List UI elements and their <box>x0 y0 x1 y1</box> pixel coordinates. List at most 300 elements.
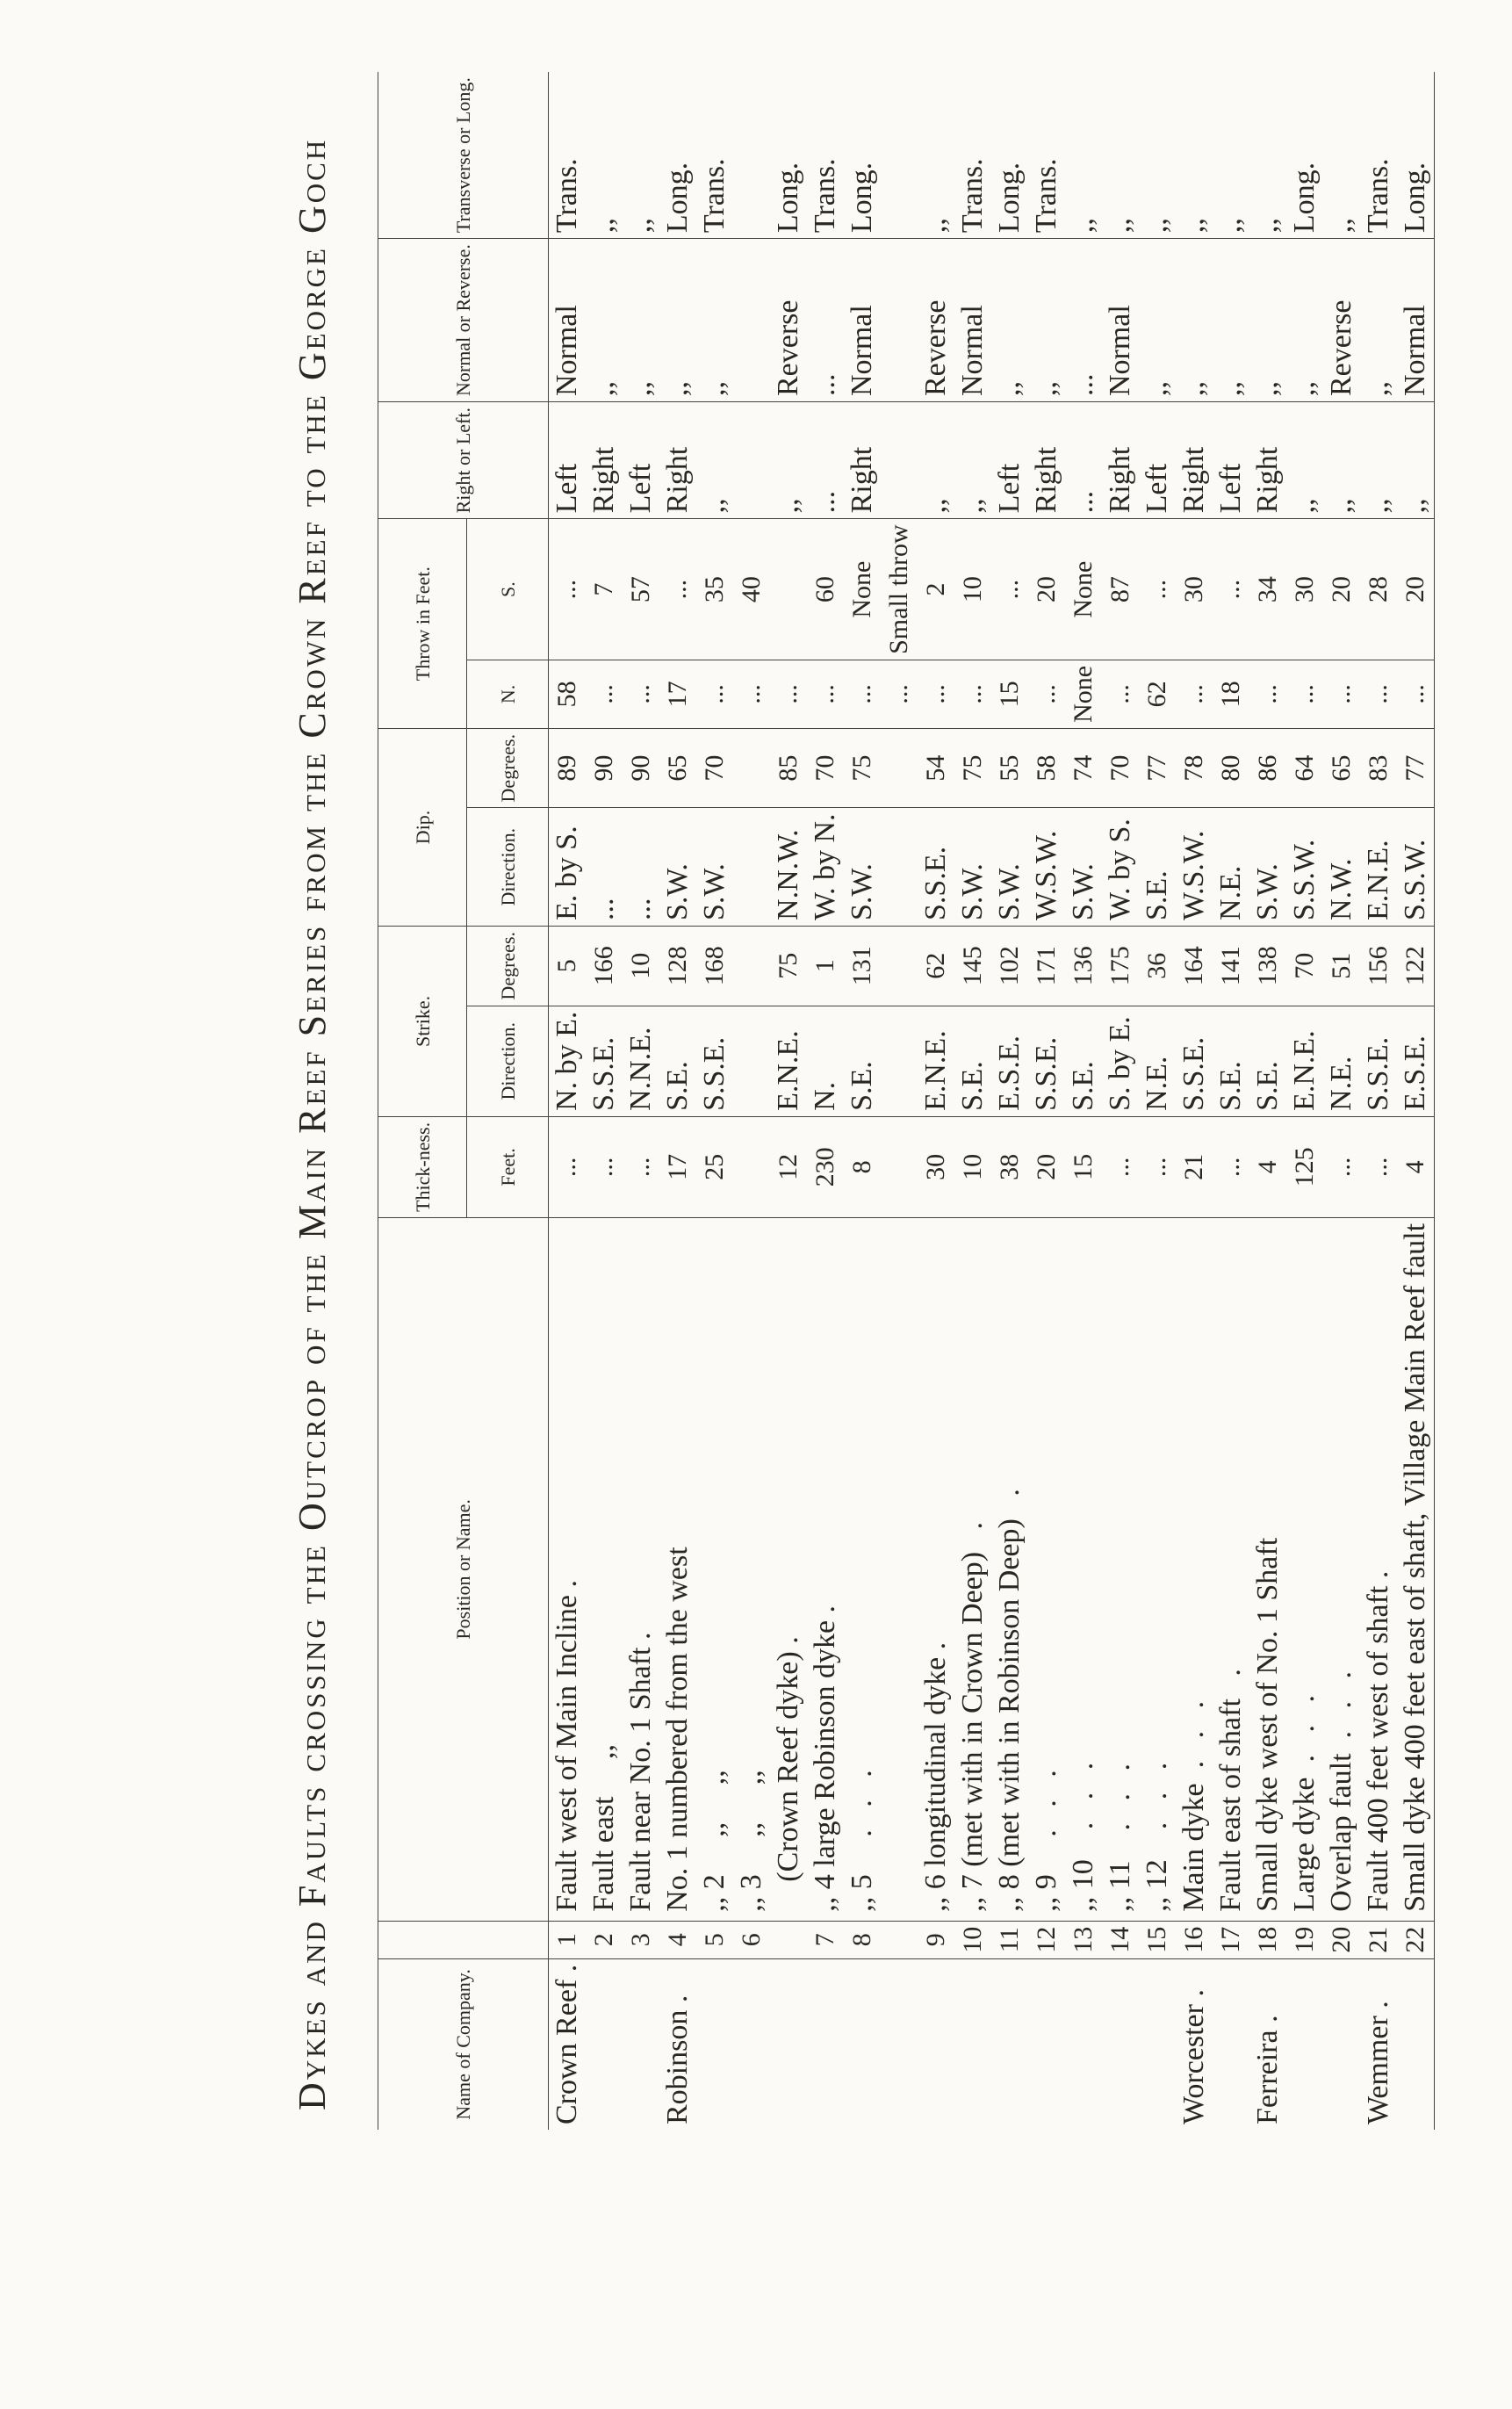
thickness-feet: ... <box>1213 1116 1249 1217</box>
position-name: Overlap fault . . . <box>1323 1217 1360 1921</box>
dip-direction <box>733 808 770 927</box>
dip-degrees: 55 <box>991 728 1028 808</box>
throw-s: 30 <box>1286 519 1323 660</box>
thickness-feet: 4 <box>1249 1116 1286 1217</box>
dip-degrees: 77 <box>1139 728 1176 808</box>
strike-degrees: 128 <box>659 926 696 1006</box>
transverse-or-long: Trans. <box>809 158 841 234</box>
header-throw-s: S. <box>467 519 549 660</box>
row-number: 6 <box>733 1921 770 1958</box>
throw-s: None <box>844 519 881 660</box>
header-strike-degrees: Degrees. <box>467 926 549 1006</box>
dip-degrees: 70 <box>807 728 844 808</box>
position-name: ,, 9 . . . <box>1028 1217 1065 1921</box>
company <box>954 1958 991 2130</box>
company <box>696 1958 733 2130</box>
dip-direction: N.W. <box>1323 808 1360 927</box>
right-or-left: ,, <box>1397 402 1435 519</box>
normal-or-reverse: Normal <box>1397 239 1435 402</box>
strike-direction: N.E. <box>1323 1006 1360 1116</box>
strike-degrees: 171 <box>1028 926 1065 1006</box>
normal-or-reverse: ... <box>807 239 844 402</box>
throw-s: 87 <box>1102 519 1139 660</box>
throw-s: 10 <box>954 519 991 660</box>
dip-direction: S.S.W. <box>1397 808 1435 927</box>
strike-degrees: 166 <box>586 926 623 1006</box>
throw-s: 60 <box>807 519 844 660</box>
thickness-feet: ... <box>586 1116 623 1217</box>
right-or-left: Right <box>1249 402 1286 519</box>
row-number <box>881 1921 918 1958</box>
normal-or-reverse: ,, <box>623 239 659 402</box>
right-or-left: ... <box>807 402 844 519</box>
thickness-feet: 21 <box>1176 1116 1213 1217</box>
throw-s: 20 <box>1397 519 1435 660</box>
dip-degrees: 65 <box>1323 728 1360 808</box>
dip-direction: S.W. <box>844 808 881 927</box>
right-or-left: Left <box>991 402 1028 519</box>
position-name: Fault east of shaft . <box>1213 1217 1249 1921</box>
throw-s: ... <box>659 519 696 660</box>
normal-or-reverse: ,, <box>696 239 733 402</box>
throw-n: ... <box>1286 660 1323 728</box>
row-number: 17 <box>1213 1921 1249 1958</box>
dip-degrees: 78 <box>1176 728 1213 808</box>
right-or-left: Right <box>1102 402 1139 519</box>
row-number: 14 <box>1102 1921 1139 1958</box>
table-row <box>733 72 770 2130</box>
transverse-or-long: ,, <box>587 218 620 234</box>
thickness-feet: ... <box>1360 1116 1397 1217</box>
dip-degrees <box>881 728 918 808</box>
position-name: ,, 4 large Robinson dyke . <box>807 1217 844 1921</box>
normal-or-reverse: ,, <box>991 239 1028 402</box>
right-or-left: ,, <box>696 402 733 519</box>
row-number: 2 <box>586 1921 623 1958</box>
transverse-or-long: ,, <box>1104 218 1136 234</box>
thickness-feet: 125 <box>1286 1116 1323 1217</box>
strike-direction: E.N.E. <box>918 1006 954 1116</box>
strike-direction <box>733 1006 770 1116</box>
company <box>1286 1958 1323 2130</box>
strike-direction: E.N.E. <box>770 1006 807 1116</box>
throw-n: ... <box>1397 660 1435 728</box>
normal-or-reverse <box>733 239 770 402</box>
dip-degrees: 70 <box>1102 728 1139 808</box>
company <box>844 1958 881 2130</box>
right-or-left: Left <box>1213 402 1249 519</box>
dip-degrees: 85 <box>770 728 807 808</box>
table-row <box>1323 72 1360 2130</box>
position-name: ,, 3 ,, ,, <box>733 1217 770 1921</box>
dip-degrees: 86 <box>1249 728 1286 808</box>
strike-degrees: 131 <box>844 926 881 1006</box>
position-name: Fault near No. 1 Shaft . <box>623 1217 659 1921</box>
dip-direction: ... <box>586 808 623 927</box>
right-or-left: ... <box>1065 402 1102 519</box>
right-or-left: ,, <box>1286 402 1323 519</box>
dip-direction: W. by N. <box>807 808 844 927</box>
position-name: (Crown Reef dyke) . <box>770 1217 807 1921</box>
row-number: 18 <box>1249 1921 1286 1958</box>
normal-or-reverse: ,, <box>1213 239 1249 402</box>
strike-direction: S.S.E. <box>1176 1006 1213 1116</box>
position-name: Fault east ,, <box>586 1217 623 1921</box>
throw-s: 30 <box>1176 519 1213 660</box>
company: Worcester . <box>1176 1958 1213 2130</box>
normal-or-reverse: Normal <box>954 239 991 402</box>
throw-s <box>770 519 807 660</box>
row-number: 19 <box>1286 1921 1323 1958</box>
throw-n: ... <box>623 660 659 728</box>
dip-direction: ... <box>623 808 659 927</box>
transverse-or-long: Trans. <box>1030 158 1062 234</box>
strike-direction: S. by E. <box>1102 1006 1139 1116</box>
right-or-left: ,, <box>770 402 807 519</box>
header-dip: Dip. <box>378 728 467 926</box>
transverse-or-long: Long. <box>993 162 1026 234</box>
strike-direction: N. by E. <box>549 1006 587 1116</box>
transverse-or-long: Long. <box>846 162 878 234</box>
thickness-feet: 10 <box>954 1116 991 1217</box>
throw-n: 17 <box>659 660 696 728</box>
strike-degrees: 36 <box>1139 926 1176 1006</box>
strike-degrees: 156 <box>1360 926 1397 1006</box>
company: Crown Reef . <box>549 1958 587 2130</box>
table-row <box>1397 72 1435 2130</box>
row-number: 16 <box>1176 1921 1213 1958</box>
throw-n: 58 <box>549 660 587 728</box>
position-name: Main dyke . . . <box>1176 1217 1213 1921</box>
dip-degrees: 75 <box>954 728 991 808</box>
header-dip-degrees: Degrees. <box>467 728 549 808</box>
throw-n: ... <box>1102 660 1139 728</box>
row-number <box>770 1921 807 1958</box>
dip-degrees: 83 <box>1360 728 1397 808</box>
header-company: Name of Company. <box>378 1958 549 2130</box>
company <box>770 1958 807 2130</box>
throw-n: ... <box>807 660 844 728</box>
position-name: ,, 6 longitudinal dyke . <box>918 1217 954 1921</box>
table-row <box>918 72 954 2130</box>
strike-direction: E.S.E. <box>1397 1006 1435 1116</box>
row-number: 22 <box>1397 1921 1435 1958</box>
throw-n: ... <box>696 660 733 728</box>
thickness-feet: ... <box>1102 1116 1139 1217</box>
strike-degrees: 51 <box>1323 926 1360 1006</box>
thickness-feet <box>733 1116 770 1217</box>
right-or-left: ,, <box>1360 402 1397 519</box>
thickness-feet: 230 <box>807 1116 844 1217</box>
company <box>1323 1958 1360 2130</box>
dip-direction: S.S.E. <box>918 808 954 927</box>
strike-degrees: 136 <box>1065 926 1102 1006</box>
table-row <box>1065 72 1102 2130</box>
throw-s: 34 <box>1249 519 1286 660</box>
normal-or-reverse: Reverse <box>770 239 807 402</box>
transverse-or-long: ,, <box>1067 218 1099 234</box>
throw-s: 40 <box>733 519 770 660</box>
transverse-or-long: ,, <box>1214 218 1247 234</box>
header-throw: Throw in Feet. <box>378 519 467 728</box>
row-number: 12 <box>1028 1921 1065 1958</box>
company: Robinson . <box>659 1958 696 2130</box>
header-strike-direction: Direction. <box>467 1006 549 1116</box>
strike-direction: S.E. <box>1065 1006 1102 1116</box>
table-row <box>659 72 696 2130</box>
dip-direction: S.W. <box>659 808 696 927</box>
thickness-feet: 17 <box>659 1116 696 1217</box>
transverse-or-long: Long. <box>772 162 804 234</box>
right-or-left <box>733 402 770 519</box>
normal-or-reverse: ,, <box>1286 239 1323 402</box>
dip-direction: S.S.W. <box>1286 808 1323 927</box>
transverse-or-long: ,, <box>1177 218 1210 234</box>
header-right-left: Right or Left. <box>378 402 549 519</box>
thickness-feet: ... <box>623 1116 659 1217</box>
header-dip-direction: Direction. <box>467 808 549 927</box>
dip-degrees: 70 <box>696 728 733 808</box>
position-name: ,, 8 (met with in Robinson Deep) . <box>991 1217 1028 1921</box>
header-thickness: Thick-ness. <box>378 1116 467 1217</box>
normal-or-reverse: ,, <box>1249 239 1286 402</box>
right-or-left <box>881 402 918 519</box>
table-row <box>1176 72 1213 2130</box>
normal-or-reverse <box>881 239 918 402</box>
right-or-left: Left <box>1139 402 1176 519</box>
right-or-left: Right <box>659 402 696 519</box>
thickness-feet: ... <box>549 1116 587 1217</box>
throw-n: ... <box>954 660 991 728</box>
table-row <box>586 72 623 2130</box>
dip-degrees: 54 <box>918 728 954 808</box>
right-or-left: Right <box>844 402 881 519</box>
dip-degrees: 74 <box>1065 728 1102 808</box>
throw-n: ... <box>586 660 623 728</box>
dip-direction: E. by S. <box>549 808 587 927</box>
normal-or-reverse: ,, <box>586 239 623 402</box>
dip-degrees: 58 <box>1028 728 1065 808</box>
dip-degrees: 89 <box>549 728 587 808</box>
strike-direction: S.S.E. <box>586 1006 623 1116</box>
position-name: ,, 10 . . . <box>1065 1217 1102 1921</box>
company <box>1213 1958 1249 2130</box>
strike-direction: E.S.E. <box>991 1006 1028 1116</box>
dip-direction: S.W. <box>991 808 1028 927</box>
table-row <box>1028 72 1065 2130</box>
thickness-feet <box>881 1116 918 1217</box>
page-title: Dykes and Faults crossing the Outcrop of the Main Reef Series from the Crown Reef to the George Goch <box>291 137 334 2110</box>
position-name: Fault west of Main Incline . <box>549 1217 587 1921</box>
table-row <box>1286 72 1323 2130</box>
row-number: 3 <box>623 1921 659 1958</box>
strike-degrees: 138 <box>1249 926 1286 1006</box>
row-number: 5 <box>696 1921 733 1958</box>
strike-direction: S.S.E. <box>1028 1006 1065 1116</box>
company: Ferreira . <box>1249 1958 1286 2130</box>
row-number: 20 <box>1323 1921 1360 1958</box>
transverse-or-long <box>733 72 770 239</box>
dip-direction: N.E. <box>1213 808 1249 927</box>
row-number: 10 <box>954 1921 991 1958</box>
right-or-left: Right <box>1028 402 1065 519</box>
transverse-or-long: ,, <box>1141 218 1173 234</box>
strike-degrees <box>733 926 770 1006</box>
company <box>991 1958 1028 2130</box>
table-row <box>881 72 918 2130</box>
right-or-left: Left <box>549 402 587 519</box>
transverse-or-long: Long. <box>661 162 694 234</box>
company <box>1139 1958 1176 2130</box>
company <box>623 1958 659 2130</box>
company <box>586 1958 623 2130</box>
throw-n: ... <box>1360 660 1397 728</box>
dip-direction: W.S.W. <box>1028 808 1065 927</box>
thickness-feet: ... <box>1139 1116 1176 1217</box>
throw-s: 2 <box>918 519 954 660</box>
strike-degrees: 164 <box>1176 926 1213 1006</box>
company <box>918 1958 954 2130</box>
throw-n: ... <box>881 660 918 728</box>
right-or-left: Right <box>586 402 623 519</box>
normal-or-reverse: Normal <box>549 239 587 402</box>
throw-s: ... <box>1213 519 1249 660</box>
position-name: No. 1 numbered from the west <box>659 1217 696 1921</box>
strike-direction: S.E. <box>659 1006 696 1116</box>
strike-degrees: 168 <box>696 926 733 1006</box>
table-row <box>623 72 659 2130</box>
normal-or-reverse: ,, <box>1360 239 1397 402</box>
faults-table <box>378 72 1435 2130</box>
strike-direction: N. <box>807 1006 844 1116</box>
table-row <box>1139 72 1176 2130</box>
throw-n: 62 <box>1139 660 1176 728</box>
strike-direction: S.E. <box>844 1006 881 1116</box>
position-name: ,, 11 . . . <box>1102 1217 1139 1921</box>
normal-or-reverse: Normal <box>1102 239 1139 402</box>
normal-or-reverse: ,, <box>1176 239 1213 402</box>
thickness-feet: 8 <box>844 1116 881 1217</box>
throw-n: ... <box>1249 660 1286 728</box>
transverse-or-long: Trans. <box>1362 158 1394 234</box>
table-row <box>549 72 587 2130</box>
normal-or-reverse: Normal <box>844 239 881 402</box>
strike-degrees: 141 <box>1213 926 1249 1006</box>
header-normal-reverse: Normal or Reverse. <box>378 239 549 402</box>
strike-degrees: 102 <box>991 926 1028 1006</box>
strike-degrees: 122 <box>1397 926 1435 1006</box>
position-name: ,, 2 ,, ,, <box>696 1217 733 1921</box>
position-name: ,, 7 (met with in Crown Deep) . <box>954 1217 991 1921</box>
right-or-left: ,, <box>1323 402 1360 519</box>
throw-n: ... <box>918 660 954 728</box>
row-number: 7 <box>807 1921 844 1958</box>
normal-or-reverse: ,, <box>1028 239 1065 402</box>
header-thickness-feet: Feet. <box>467 1116 549 1217</box>
throw-n: 18 <box>1213 660 1249 728</box>
throw-s: 35 <box>696 519 733 660</box>
dip-degrees: 90 <box>586 728 623 808</box>
strike-direction: N.N.E. <box>623 1006 659 1116</box>
dip-direction: S.W. <box>1065 808 1102 927</box>
dip-degrees: 80 <box>1213 728 1249 808</box>
dip-direction: W. by S. <box>1102 808 1139 927</box>
table-row <box>770 72 807 2130</box>
thickness-feet: 20 <box>1028 1116 1065 1217</box>
thickness-feet: 30 <box>918 1116 954 1217</box>
row-number: 1 <box>549 1921 587 1958</box>
row-number: 4 <box>659 1921 696 1958</box>
table-row <box>844 72 881 2130</box>
right-or-left: ,, <box>954 402 991 519</box>
table-row <box>1102 72 1139 2130</box>
thickness-feet: ... <box>1323 1116 1360 1217</box>
header-transverse-long: Transverse or Long. <box>378 72 549 239</box>
dip-direction: W.S.W. <box>1176 808 1213 927</box>
transverse-or-long <box>881 72 918 239</box>
table-row <box>991 72 1028 2130</box>
transverse-or-long: Long. <box>1288 162 1321 234</box>
strike-direction: N.E. <box>1139 1006 1176 1116</box>
thickness-feet: 38 <box>991 1116 1028 1217</box>
dip-degrees: 75 <box>844 728 881 808</box>
throw-s: ... <box>1139 519 1176 660</box>
throw-s: Small throw <box>881 519 918 660</box>
table-row <box>954 72 991 2130</box>
thickness-feet: 4 <box>1397 1116 1435 1217</box>
throw-s: 57 <box>623 519 659 660</box>
throw-n: ... <box>1028 660 1065 728</box>
position-name <box>881 1217 918 1921</box>
company <box>1397 1958 1435 2130</box>
strike-degrees: 62 <box>918 926 954 1006</box>
company <box>1028 1958 1065 2130</box>
transverse-or-long: Long. <box>1399 162 1431 234</box>
thickness-feet: 15 <box>1065 1116 1102 1217</box>
company <box>1065 1958 1102 2130</box>
company <box>807 1958 844 2130</box>
thickness-feet: 25 <box>696 1116 733 1217</box>
strike-degrees: 175 <box>1102 926 1139 1006</box>
strike-direction <box>881 1006 918 1116</box>
company <box>881 1958 918 2130</box>
dip-direction: S.W. <box>696 808 733 927</box>
position-name: ,, 12 . . . <box>1139 1217 1176 1921</box>
dip-direction: S.E. <box>1139 808 1176 927</box>
strike-degrees: 145 <box>954 926 991 1006</box>
row-number: 15 <box>1139 1921 1176 1958</box>
transverse-or-long: Trans. <box>956 158 989 234</box>
normal-or-reverse: ... <box>1065 239 1102 402</box>
throw-n: ... <box>1176 660 1213 728</box>
throw-s: ... <box>991 519 1028 660</box>
position-name: Small dyke 400 feet east of shaft, Village Main Reef fault <box>1397 1217 1435 1921</box>
row-number: 13 <box>1065 1921 1102 1958</box>
thickness-feet: 12 <box>770 1116 807 1217</box>
dip-direction: E.N.E. <box>1360 808 1397 927</box>
transverse-or-long: Trans. <box>698 158 731 234</box>
dip-degrees: 64 <box>1286 728 1323 808</box>
strike-degrees: 70 <box>1286 926 1323 1006</box>
transverse-or-long: ,, <box>624 218 657 234</box>
throw-n: ... <box>733 660 770 728</box>
strike-degrees: 1 <box>807 926 844 1006</box>
dip-direction: N.N.W. <box>770 808 807 927</box>
strike-degrees <box>881 926 918 1006</box>
position-name: Fault 400 feet west of shaft . <box>1360 1217 1397 1921</box>
throw-n: ... <box>770 660 807 728</box>
strike-direction: S.S.E. <box>1360 1006 1397 1116</box>
